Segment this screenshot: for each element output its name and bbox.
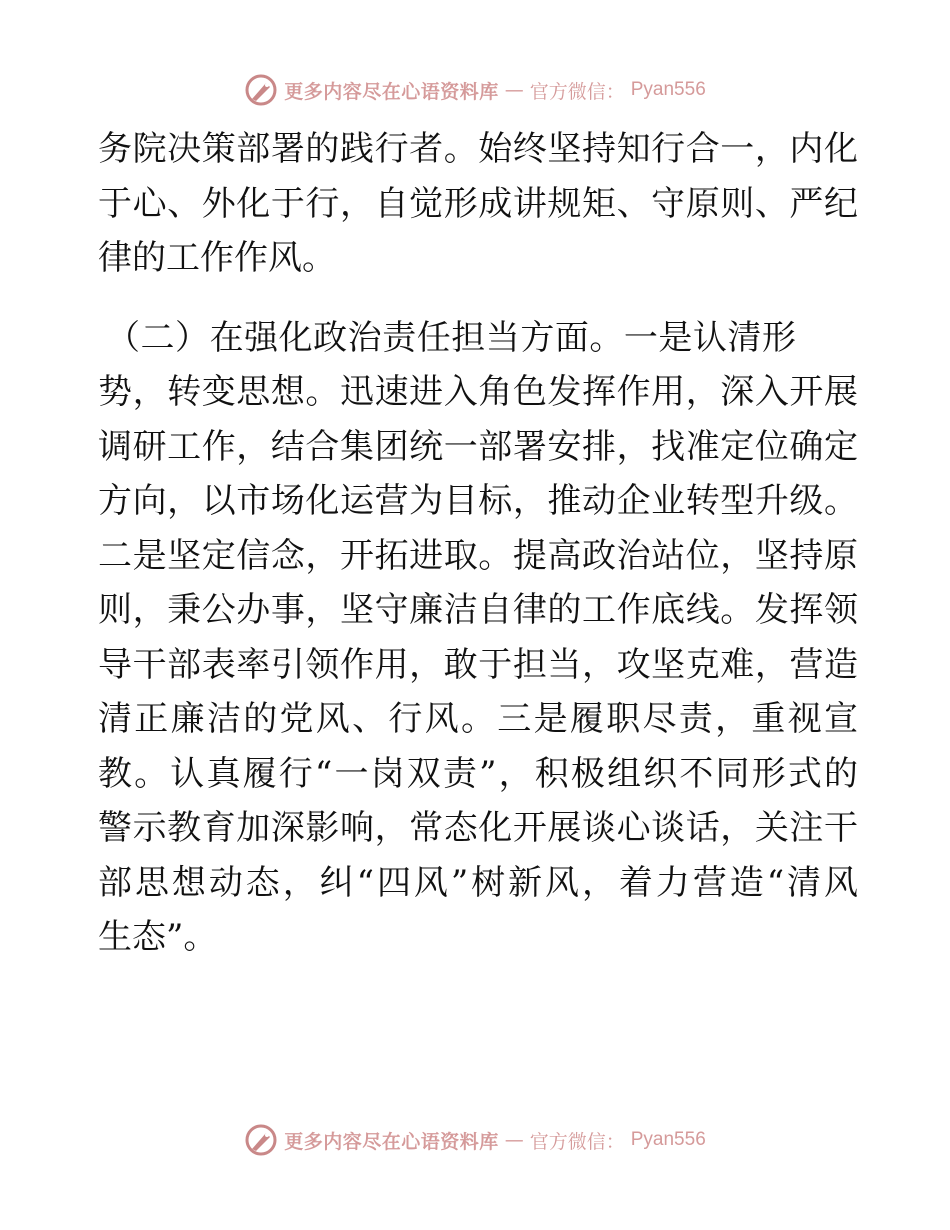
pen-nib-circle-icon (244, 1123, 278, 1157)
paragraph-2 (98, 311, 858, 965)
watermark-label: 官方微信： (529, 1130, 625, 1153)
paragraph-1 (98, 122, 858, 286)
text-line: 调研工作，结合集团统一部署安排，找准定位确定 (98, 426, 858, 467)
text-line: 导干部表率引领作用，敢于担当，攻坚克难，营造 (98, 644, 858, 685)
text-line: 则，秉公办事，坚守廉洁自律的工作底线。发挥领 (98, 590, 858, 630)
text-line: 警示教育加深影响，常态化开展谈心谈话，关注干 (98, 808, 858, 848)
paragraph-gap (98, 286, 858, 311)
watermark-main-text: 更多内容尽在心语资料库 (284, 1130, 499, 1153)
text-line: （二）在强化政治责任担当方面。一是认清形 (106, 317, 796, 358)
watermark-id: Pyan556 (630, 1129, 706, 1150)
watermark-id: Pyan556 (630, 79, 706, 100)
text-line: 清正廉洁的党风、行风。三是履职尽责，重视宣 (98, 699, 858, 739)
text-line: 生态”。 (98, 917, 218, 957)
pen-nib-circle-icon (244, 73, 278, 107)
watermark-dash: — (504, 79, 524, 101)
watermark-dash: — (504, 1129, 524, 1151)
text-line: 教。认真履行“一岗双责”，积极组织不同形式的 (98, 753, 858, 794)
watermark-label: 官方微信： (529, 80, 625, 103)
text-line: 务院决策部署的践行者。始终坚持知行合一，内化 (98, 129, 858, 169)
text-line: 势，转变思想。迅速进入角色发挥作用，深入开展 (98, 372, 858, 412)
text-line: 部思想动态，纠“四风”树新风，着力营造“清风 (98, 862, 858, 903)
text-line: 律的工作作风。 (98, 238, 336, 278)
text-line: 二是坚定信念，开拓进取。提高政治站位，坚持原 (98, 535, 858, 576)
document-body (98, 122, 858, 965)
text-line: 方向，以市场化运营为目标，推动企业转型升级。 (98, 481, 858, 521)
header-watermark (0, 70, 950, 110)
text-line: 于心、外化于行，自觉形成讲规矩、守原则、严纪 (98, 183, 858, 224)
watermark-main-text: 更多内容尽在心语资料库 (284, 80, 499, 103)
footer-watermark (0, 1120, 950, 1160)
